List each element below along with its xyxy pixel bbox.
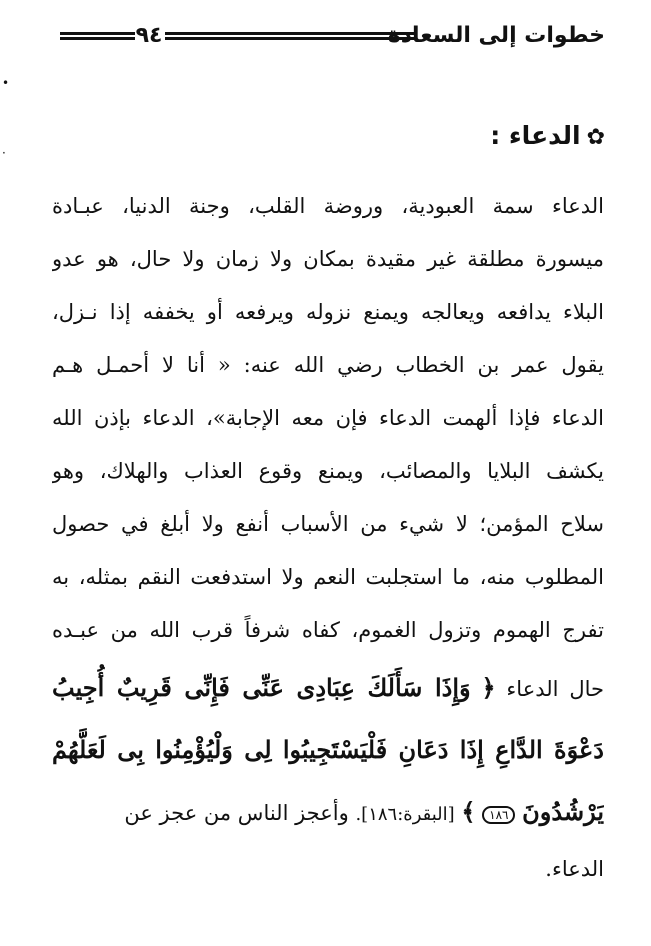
quran-verse-part: وَإِذَا سَأَلَكَ عِبَادِى عَنِّى فَإِنِّى قَرِيبٌ أُجِيبُ [52, 673, 471, 702]
margin-mark: • [2, 76, 10, 90]
verse-intro: حال الدعاء [506, 677, 604, 701]
text-line: يكشف البلايا والمصائب، ويمنع وقوع العذاب والهلاك، وهو [52, 459, 604, 483]
verse-close-bracket: ﴾ [461, 797, 476, 826]
section-heading [490, 118, 605, 156]
text-line: تفرج الهموم وتزول الغموم، كفاه شرفاً قرب الله من عبـده [52, 618, 604, 642]
page-header [60, 18, 605, 54]
text-after-verse: وأعجز الناس من عجز عن [124, 801, 349, 825]
verse-reference: [البقرة:١٨٦]. [355, 804, 455, 825]
text-line: الدعاء. [545, 857, 604, 881]
flower-icon: ✿ [586, 125, 605, 150]
book-title: خطوات إلى السعادة [387, 23, 605, 48]
text-line: الدعاء سمة العبودية، وروضة القلب، وجنة الدنيا، عبـادة [52, 194, 604, 218]
verse-open-bracket: ﴿ [481, 673, 496, 702]
text-line: البلاء يدافعه ويعالجه ويمنع نزوله ويرفعه أو يخففه إذا نـزل، [52, 300, 604, 324]
text-line: الدعاء فإذا ألهمت الدعاء فإن معه الإجابة»، الدعاء بإذن الله [52, 406, 604, 430]
page-number: ٩٤ [135, 23, 163, 48]
text-line: ميسورة مطلقة غير مقيدة بمكان ولا زمان ولا حال، هو عدو [52, 247, 604, 271]
text-line: سلاح المؤمن؛ لا شيء من الأسباب أنفع ولا أبلغ في حصول [52, 512, 604, 536]
section-title: الدعاء : [490, 121, 581, 150]
ayah-number-mark: ١٨٦ [482, 806, 515, 824]
margin-mark: · [2, 146, 6, 160]
verse-line-1 [52, 657, 604, 719]
header-rule [165, 32, 415, 40]
text-line: المطلوب منه، ما استجلبت النعم ولا استدفعت النقم بمثله، به [52, 565, 604, 589]
body-text [52, 180, 604, 896]
quran-verse-part: دَعْوَةَ الدَّاعِ إِذَا دَعَانِ فَلْيَسْتَجِيبُوا لِى وَلْيُؤْمِنُوا بِى لَعَلَّهُمْ [52, 735, 604, 764]
verse-line-2 [52, 719, 604, 781]
text-line: يقول عمر بن الخطاب رضي الله عنه: « أنا لا أحمـل هـم [52, 353, 604, 377]
verse-line-3 [52, 781, 604, 843]
quran-verse-part: يَرْشُدُونَ [522, 797, 604, 826]
header-rule [60, 32, 135, 40]
